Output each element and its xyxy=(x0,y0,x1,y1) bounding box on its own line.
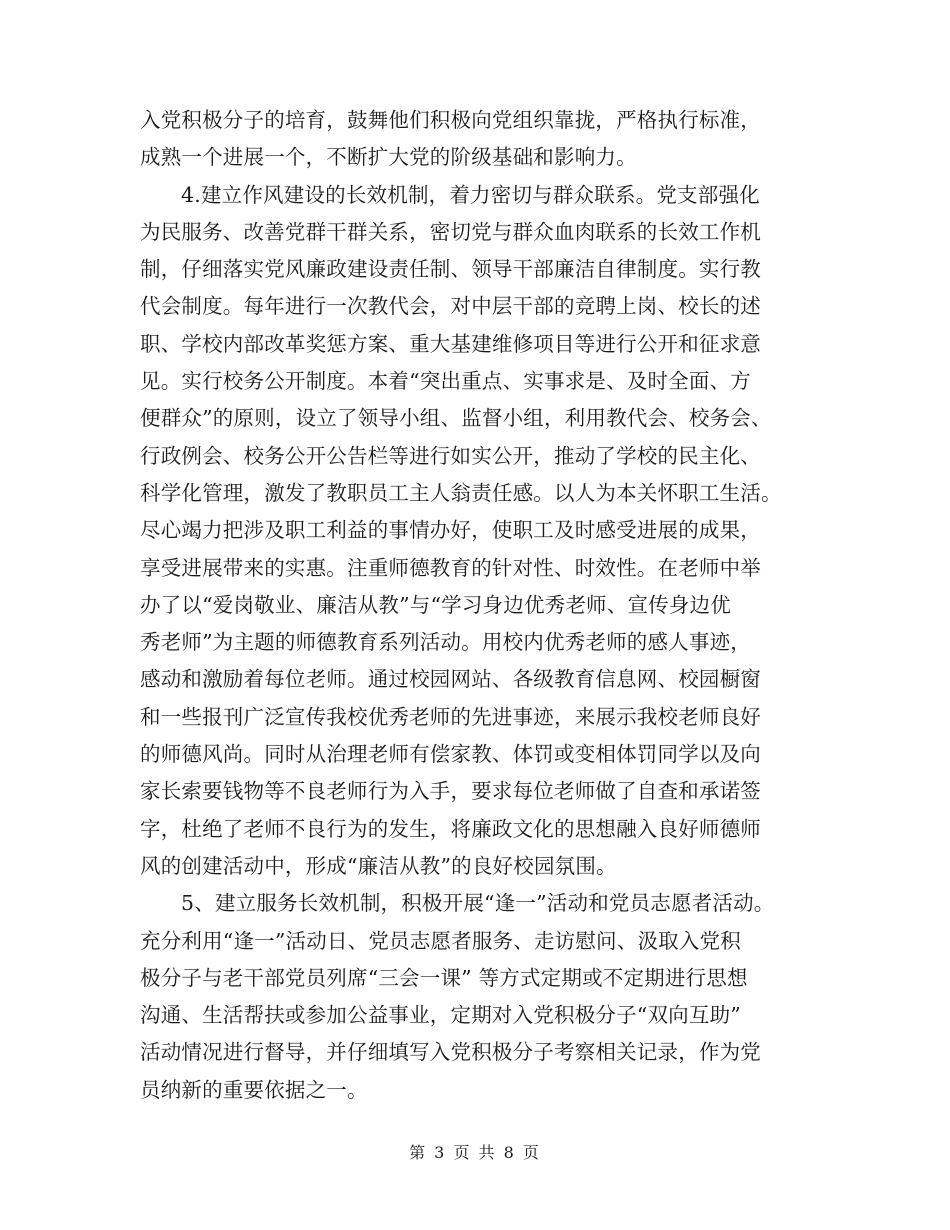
text-line: 5、建立服务长效机制，积极开展“逢一”活动和党员志愿者活动。 xyxy=(181,891,775,916)
text-line: 活动情况进行督导，并仔细填写入党积极分子考察相关记录，作为党 xyxy=(140,1040,761,1065)
text-line: 见。实行校务公开制度。本着“突出重点、实事求是、及时全面、方 xyxy=(140,369,751,394)
text-line: 行政例会、校务公开公告栏等进行如实公开，推动了学校的民主化、 xyxy=(140,443,761,468)
text-line: 和一些报刊广泛宣传我校优秀老师的先进事迹，来展示我校老师良好 xyxy=(140,704,761,729)
text-line: 家长索要钱物等不良老师行为入手，要求每位老师做了自查和承诺签 xyxy=(140,779,761,804)
text-line: 便群众”的原则，设立了领导小组、监督小组，利用教代会、校务会、 xyxy=(140,406,772,431)
text-line: 办了以“爱岗敬业、廉洁从教”与“学习身边优秀老师、宣传身边优 xyxy=(140,592,731,617)
text-line: 科学化管理，激发了教职员工主人翁责任感。以人为本关怀职工生活。 xyxy=(140,480,782,505)
text-line: 入党积极分子的培育，鼓舞他们积极向党组织靠拢，严格执行标准， xyxy=(140,108,761,132)
text-line: 享受进展带来的实惠。注重师德教育的针对性、时效性。在老师中举 xyxy=(140,555,761,580)
text-line: 风的创建活动中，形成“廉洁从教”的良好校园氛围。 xyxy=(140,853,617,878)
text-line: 制，仔细落实党风廉政建设责任制、领导干部廉洁自律制度。实行教 xyxy=(140,257,761,282)
text-line: 充分利用“逢一”活动日、党员志愿者服务、走访慰问、汲取入党积 xyxy=(140,928,741,953)
text-line: 沟通、生活帮扶或参加公益事业，定期对入党积极分子“双向互助” xyxy=(140,1003,741,1028)
page-number-footer: 第 3 页 共 8 页 xyxy=(409,1143,541,1162)
text-line: 4.建立作风建设的长效机制，着力密切与群众联系。党支部强化 xyxy=(181,182,760,207)
text-line: 的师德风尚。同时从治理老师有偿家教、体罚或变相体罚同学以及向 xyxy=(140,742,761,767)
text-line: 员纳新的重要依据之一。 xyxy=(140,1077,368,1102)
text-line: 为民服务、改善党群干群关系，密切党与群众血肉联系的长效工作机 xyxy=(140,219,761,244)
text-line: 字，杜绝了老师不良行为的发生，将廉政文化的思想融入良好师德师 xyxy=(140,816,761,841)
text-line: 职、学校内部改革奖惩方案、重大基建维修项目等进行公开和征求意 xyxy=(140,331,761,356)
text-line: 代会制度。每年进行一次教代会，对中层干部的竞聘上岗、校长的述 xyxy=(140,294,761,319)
text-line: 成熟一个进展一个，不断扩大党的阶级基础和影响力。 xyxy=(140,145,637,170)
document-body xyxy=(140,102,830,1109)
text-line: 尽心竭力把涉及职工利益的事情办好，使职工及时感受进展的成果， xyxy=(140,518,761,543)
text-line: 感动和激励着每位老师。通过校园网站、各级教育信息网、校园橱窗 xyxy=(140,667,761,692)
text-line: 秀老师”为主题的师德教育系列活动。用校内优秀老师的感人事迹， xyxy=(140,630,751,655)
text-line: 极分子与老干部党员列席“三会一课” 等方式定期或不定期进行思想 xyxy=(140,965,748,990)
